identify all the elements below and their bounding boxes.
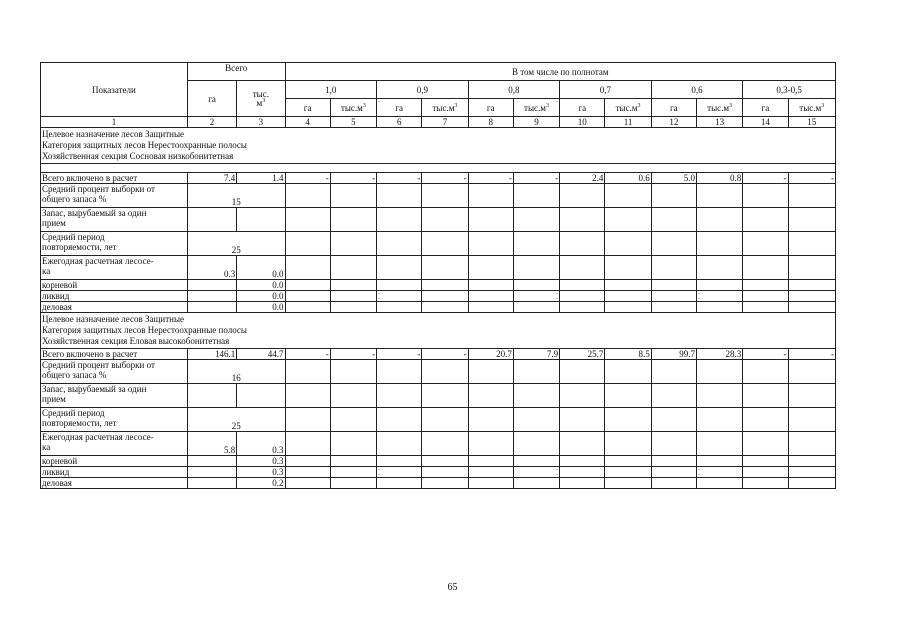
cell: 20.7	[468, 349, 513, 360]
table-row	[41, 478, 836, 489]
cell: 15	[187, 184, 285, 208]
cell: -	[330, 173, 376, 184]
cell: 5.0	[651, 173, 696, 184]
cell: -	[468, 173, 513, 184]
cell: 0.3	[237, 456, 285, 467]
cell: 25.7	[560, 349, 605, 360]
cell: -	[513, 173, 559, 184]
cell: 2.4	[560, 173, 605, 184]
row-label: Средний период повторяемости, лет	[41, 408, 188, 432]
subheader-ha: га	[560, 99, 605, 117]
forest-calculation-table	[40, 62, 836, 489]
colnum: 12	[651, 117, 696, 128]
section-heading: Целевое назначение лесов Защитные Категория защитных лесов Нерестоохранные полосы Хозяйственная секция Сосновая низкобонитетная	[41, 128, 836, 164]
row-label: ликвид	[41, 291, 188, 302]
section-spruce	[41, 313, 836, 489]
subheader-m3: $тыс.м^3$	[788, 99, 835, 117]
row-label: ликвид	[41, 467, 188, 478]
cell: 146.1	[187, 349, 236, 360]
colnum: 13	[696, 117, 742, 128]
cell: 0.0	[237, 302, 285, 313]
colnum: 9	[513, 117, 559, 128]
colnum: 7	[422, 117, 468, 128]
density-1-0: 1,0	[285, 81, 377, 99]
cell: 0.3	[187, 256, 236, 280]
table-row	[41, 349, 836, 360]
table-row	[41, 456, 836, 467]
row-label: Средний период повторяемости, лет	[41, 232, 188, 256]
subheader-ha: га	[285, 99, 330, 117]
table-row	[41, 408, 836, 432]
cell: 5.8	[187, 432, 236, 456]
density-0-8: 0,8	[468, 81, 560, 99]
row-label: Средний процент выборки от общего запаса %	[41, 360, 188, 384]
cell: 0.6	[605, 173, 651, 184]
table-row	[41, 184, 836, 208]
colnum: 3	[237, 117, 285, 128]
cell: 0.8	[696, 173, 742, 184]
colnum: 4	[285, 117, 330, 128]
header-total: Всего	[187, 63, 285, 81]
cell: -	[422, 349, 468, 360]
header-indicators: Показатели	[41, 63, 188, 117]
cell: -	[377, 349, 422, 360]
table-row	[41, 432, 836, 456]
table-row	[41, 384, 836, 408]
row-label: деловая	[41, 302, 188, 313]
subheader-ha: га	[743, 99, 788, 117]
cell: 0.0	[237, 280, 285, 291]
cell: -	[285, 349, 330, 360]
header-total-ha: га	[187, 81, 236, 117]
cell: 28.3	[696, 349, 742, 360]
cell: -	[743, 173, 788, 184]
row-label: корневой	[41, 280, 188, 291]
subheader-m3: $тыс.м^3$	[422, 99, 468, 117]
colnum: 5	[330, 117, 376, 128]
cell: 0.3	[237, 467, 285, 478]
colnum: 11	[605, 117, 651, 128]
spacer-row	[41, 164, 836, 173]
cell: -	[377, 173, 422, 184]
row-label: Средний процент выборки от общего запаса %	[41, 184, 188, 208]
density-0-6: 0,6	[651, 81, 743, 99]
header-including: В том числе по полнотам	[285, 63, 835, 81]
cell: 16	[187, 360, 285, 384]
cell: 7.9	[513, 349, 559, 360]
cell: -	[788, 173, 835, 184]
table-row	[41, 173, 836, 184]
density-0-3-0-5: 0,3-0,5	[743, 81, 836, 99]
table-row	[41, 302, 836, 313]
density-0-9: 0,9	[377, 81, 469, 99]
table-row	[41, 291, 836, 302]
cell: 0.0	[237, 256, 285, 280]
cell: 7.4	[187, 173, 236, 184]
cell: -	[285, 173, 330, 184]
cell: 8.5	[605, 349, 651, 360]
row-label: Запас, вырубаемый за один прием	[41, 208, 188, 232]
row-label: деловая	[41, 478, 188, 489]
table-row	[41, 360, 836, 384]
cell: -	[743, 349, 788, 360]
subheader-m3: $тыс.м^3$	[330, 99, 376, 117]
cell: 25	[187, 408, 285, 432]
colnum: 1	[41, 117, 188, 128]
colnum: 10	[560, 117, 605, 128]
row-label: корневой	[41, 456, 188, 467]
header-total-m3: тыс. $м^3$	[237, 81, 285, 117]
cell: 44.7	[237, 349, 285, 360]
row-label: Ежегодная расчетная лесосе- ка	[41, 256, 188, 280]
table-row	[41, 256, 836, 280]
cell: 0.0	[237, 291, 285, 302]
table-row	[41, 467, 836, 478]
row-label: Всего включено в расчет	[41, 349, 188, 360]
table-row	[41, 232, 836, 256]
cell: -	[788, 349, 835, 360]
subheader-m3: $тыс.м^3$	[696, 99, 742, 117]
cell: 25	[187, 232, 285, 256]
cell: 1.4	[237, 173, 285, 184]
page-number: 65	[447, 582, 458, 593]
cell: 0.2	[237, 478, 285, 489]
subheader-ha: га	[651, 99, 696, 117]
colnum: 15	[788, 117, 835, 128]
section-pine	[41, 128, 836, 313]
table-row	[41, 208, 836, 232]
section-heading: Целевое назначение лесов Защитные Категория защитных лесов Нерестоохранные полосы Хозяйственная секция Еловая высокобонитетная	[41, 313, 836, 349]
cell: 99.7	[651, 349, 696, 360]
cell: -	[330, 349, 376, 360]
row-label: Всего включено в расчет	[41, 173, 188, 184]
cell: -	[422, 173, 468, 184]
subheader-ha: га	[377, 99, 422, 117]
table-row	[41, 280, 836, 291]
colnum: 2	[187, 117, 236, 128]
colnum: 14	[743, 117, 788, 128]
subheader-m3: $тыс.м^3$	[513, 99, 559, 117]
subheader-m3: $тыс.м^3$	[605, 99, 651, 117]
row-label: Ежегодная расчетная лесосе- ка	[41, 432, 188, 456]
colnum: 6	[377, 117, 422, 128]
row-label: Запас, вырубаемый за один прием	[41, 384, 188, 408]
cell: 0.3	[237, 432, 285, 456]
density-0-7: 0,7	[560, 81, 652, 99]
colnum: 8	[468, 117, 513, 128]
subheader-ha: га	[468, 99, 513, 117]
